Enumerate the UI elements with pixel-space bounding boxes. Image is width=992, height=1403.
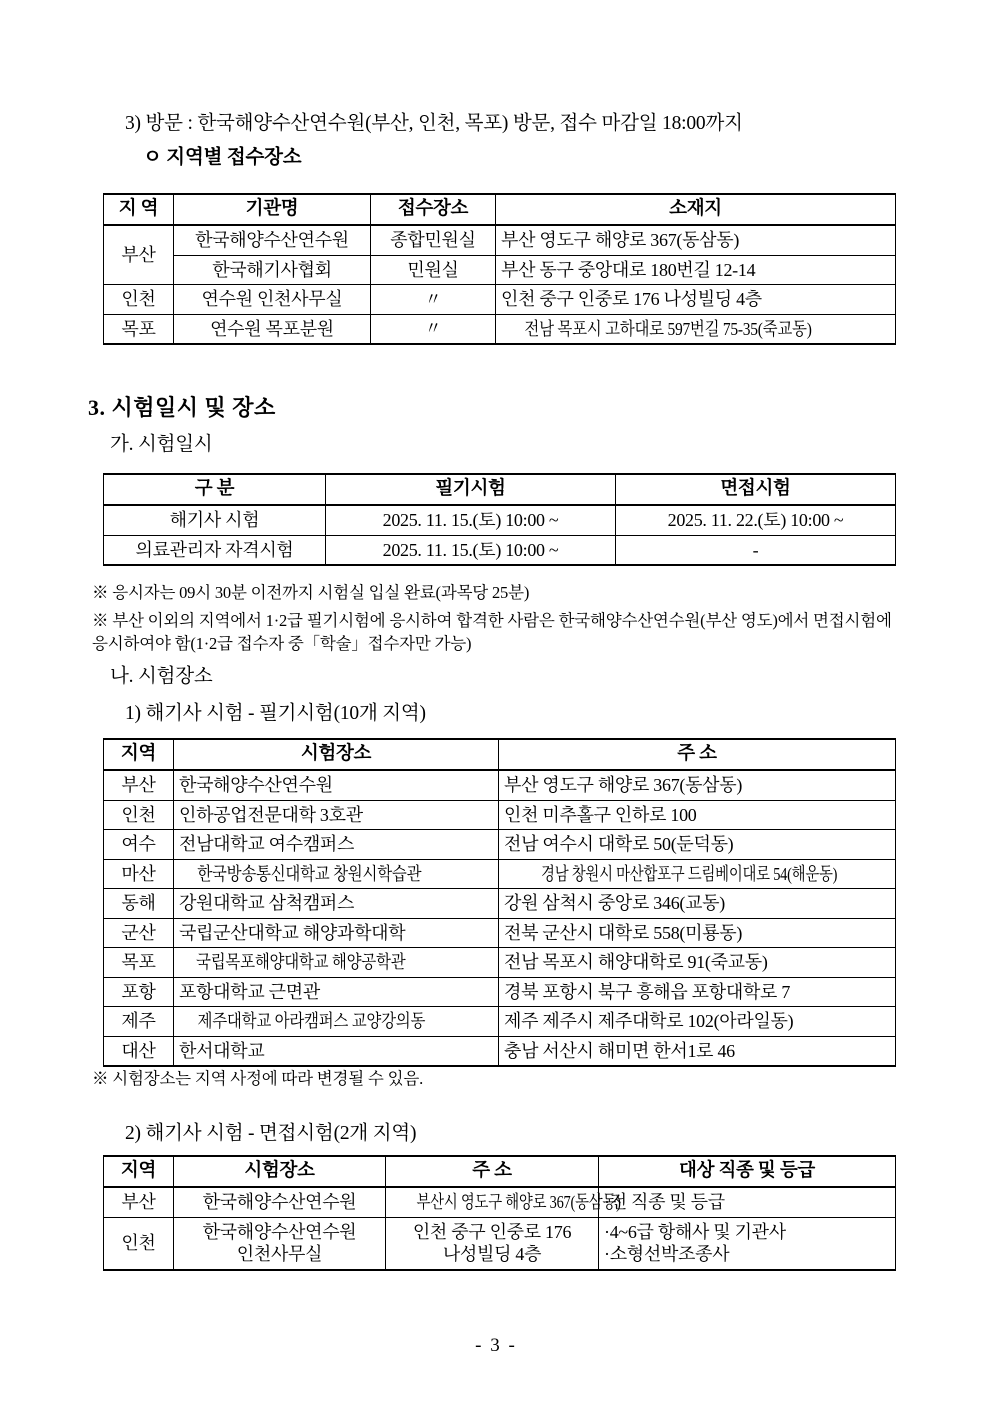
cell-region: 대산 (104, 1036, 174, 1066)
cell-venue: 전남대학교 여수캠퍼스 (174, 830, 499, 860)
table-header-row (104, 739, 896, 770)
cell-address-text: 부산시 영도구 해양로 367(동삼동) (416, 1192, 621, 1213)
cell-region: 마산 (104, 859, 174, 889)
cell-region: 부산 (104, 770, 174, 800)
reception-location-table (103, 193, 896, 345)
table-row (104, 948, 896, 978)
cell-region: 포항 (104, 977, 174, 1007)
subsection-b-exam-venue: 나. 시험장소 (110, 666, 213, 687)
cell-venue-text: 국립목포해양대학교 해양공학관 (196, 952, 406, 973)
table-row (104, 800, 896, 830)
table-row (104, 225, 896, 255)
header-category: 구 분 (104, 474, 326, 505)
cell-region: 부산 (104, 225, 174, 285)
cell-target-line-1: ·4~6급 항해사 및 기관사 (604, 1221, 786, 1242)
cell-interview-datetime: - (616, 535, 896, 565)
visit-method-line: 3) 방문 : 한국해양수산연수원(부산, 인천, 목포) 방문, 접수 마감일 18:00까지 (125, 113, 743, 134)
header-written-exam: 필기시험 (326, 474, 616, 505)
cell-region: 군산 (104, 918, 174, 948)
cell-reception-place: 종합민원실 (371, 225, 496, 255)
cell-organization: 연수원 인천사무실 (174, 285, 371, 315)
cell-address: 부산 영도구 해양로 367(동삼동) (499, 770, 896, 800)
table-row (104, 255, 896, 285)
exam-schedule-table (103, 473, 896, 566)
table-row (104, 1187, 896, 1217)
cell-venue-line-1: 한국해양수산연수원 (202, 1221, 357, 1242)
cell-organization: 연수원 목포분원 (174, 314, 371, 344)
cell-written-datetime: 2025. 11. 15.(토) 10:00 ~ (326, 535, 616, 565)
written-venue-note: ※ 시험장소는 지역 사정에 따라 변경될 수 있음. (92, 1069, 424, 1088)
cell-reception-place: 〃 (371, 314, 496, 344)
cell-address-text: 전남 목포시 고하대로 597번길 75-35(죽교동) (524, 318, 812, 339)
table-header-row (104, 194, 896, 225)
regional-reception-bullet: ㅇ 지역별 접수장소 (143, 147, 302, 168)
header-reception-place: 접수장소 (371, 194, 496, 225)
cell-venue: 한국해양수산연수원 (174, 1187, 386, 1217)
header-address: 소재지 (496, 194, 896, 225)
cell-address: 부산 동구 중앙대로 180번길 12-14 (496, 255, 896, 285)
cell-address: 전남 목포시 해양대학로 91(죽교동) (499, 948, 896, 978)
cell-region: 여수 (104, 830, 174, 860)
cell-category: 의료관리자 자격시험 (104, 535, 326, 565)
cell-address: 전남 여수시 대학로 50(둔덕동) (499, 830, 896, 860)
cell-region: 인천 (104, 800, 174, 830)
cell-venue (174, 948, 499, 978)
written-exam-venue-table (103, 738, 896, 1067)
cell-venue (174, 1217, 386, 1270)
interview-exam-venue-heading: 2) 해기사 시험 - 면접시험(2개 지역) (125, 1123, 417, 1144)
table-row (104, 1036, 896, 1066)
table-row (104, 285, 896, 315)
cell-address: 강원 삼척시 중앙로 346(교동) (499, 889, 896, 919)
cell-address-line-2: 나성빌딩 4층 (442, 1244, 542, 1265)
cell-target-grades (599, 1217, 896, 1270)
cell-venue: 한국해양수산연수원 (174, 770, 499, 800)
table-row (104, 830, 896, 860)
header-venue: 시험장소 (174, 739, 499, 770)
table-header-row (104, 474, 896, 505)
cell-venue (174, 1007, 499, 1037)
cell-target-line-2: ·소형선박조종사 (604, 1244, 730, 1265)
cell-region: 목포 (104, 314, 174, 344)
table-row (104, 505, 896, 535)
cell-category: 해기사 시험 (104, 505, 326, 535)
table-row (104, 535, 896, 565)
cell-venue-text: 제주대학교 아라캠퍼스 교양강의동 (197, 1011, 426, 1032)
header-venue: 시험장소 (174, 1156, 386, 1187)
cell-address (386, 1187, 621, 1217)
table-row (104, 977, 896, 1007)
cell-address: 인천 미추홀구 인하로 100 (499, 800, 896, 830)
cell-venue (174, 859, 499, 889)
cell-interview-datetime: 2025. 11. 22.(토) 10:00 ~ (616, 505, 896, 535)
cell-organization: 한국해양수산연수원 (174, 225, 371, 255)
cell-venue: 인하공업전문대학 3호관 (174, 800, 499, 830)
table-header-row (104, 1156, 896, 1187)
cell-venue: 강원대학교 삼척캠퍼스 (174, 889, 499, 919)
cell-address-text: 경남 창원시 마산합포구 드림베이대로 54(해운동) (541, 863, 838, 884)
header-address: 주 소 (386, 1156, 599, 1187)
written-exam-venue-heading: 1) 해기사 시험 - 필기시험(10개 지역) (125, 703, 426, 724)
cell-address (499, 859, 896, 889)
header-interview-exam: 면접시험 (616, 474, 896, 505)
cell-address: 충남 서산시 해미면 한서1로 46 (499, 1036, 896, 1066)
cell-address (386, 1217, 599, 1270)
schedule-note-2: ※ 부산 이외의 지역에서 1·2급 필기시험에 응시하여 합격한 사람은 한국해양수산연수원(부산 영도)에서 면접시험에 응시하여야 함(1·2급 접수자 중「학술」접수자만 가능) (92, 611, 892, 654)
schedule-note-1: ※ 응시자는 09시 30분 이전까지 시험실 입실 완료(과목당 25분) (92, 583, 530, 602)
header-region: 지역 (104, 1156, 174, 1187)
cell-region: 인천 (104, 1217, 174, 1270)
cell-address-line-1: 인천 중구 인중로 176 (412, 1221, 572, 1242)
cell-address: 인천 중구 인중로 176 나성빌딩 4층 (496, 285, 896, 315)
table-row (104, 770, 896, 800)
subsection-a-exam-datetime: 가. 시험일시 (110, 434, 213, 455)
header-organization: 기관명 (174, 194, 371, 225)
table-row (104, 918, 896, 948)
cell-venue: 국립군산대학교 해양과학대학 (174, 918, 499, 948)
cell-region: 인천 (104, 285, 174, 315)
cell-organization: 한국해기사협회 (174, 255, 371, 285)
interview-exam-venue-table (103, 1155, 896, 1271)
section-title-3: 3. 시험일시 및 장소 (88, 395, 276, 420)
header-region: 지역 (104, 739, 174, 770)
table-row (104, 889, 896, 919)
header-target-grades: 대상 직종 및 등급 (599, 1156, 896, 1187)
cell-address: 제주 제주시 제주대학로 102(아라일동) (499, 1007, 896, 1037)
cell-venue-text: 한국방송통신대학교 창원시학습관 (197, 863, 422, 884)
table-row (104, 1217, 896, 1270)
cell-venue-line-2: 인천사무실 (236, 1244, 323, 1265)
table-row (104, 859, 896, 889)
cell-region: 제주 (104, 1007, 174, 1037)
cell-address: 경북 포항시 북구 흥해읍 포항대학로 7 (499, 977, 896, 1007)
header-address: 주 소 (499, 739, 896, 770)
cell-address: 부산 영도구 해양로 367(동삼동) (496, 225, 896, 255)
cell-reception-place: 민원실 (371, 255, 496, 285)
cell-reception-place: 〃 (371, 285, 496, 315)
cell-venue: 포항대학교 근면관 (174, 977, 499, 1007)
cell-address: 전북 군산시 대학로 558(미룡동) (499, 918, 896, 948)
table-row (104, 1007, 896, 1037)
cell-region: 부산 (104, 1187, 174, 1217)
cell-written-datetime: 2025. 11. 15.(토) 10:00 ~ (326, 505, 616, 535)
table-row (104, 314, 896, 344)
header-region: 지 역 (104, 194, 174, 225)
cell-region: 목포 (104, 948, 174, 978)
cell-venue: 한서대학교 (174, 1036, 499, 1066)
cell-target-grades: ·전 직종 및 등급 (599, 1187, 896, 1217)
cell-address (496, 314, 896, 344)
page-number: - 3 - (475, 1335, 517, 1356)
cell-region: 동해 (104, 889, 174, 919)
